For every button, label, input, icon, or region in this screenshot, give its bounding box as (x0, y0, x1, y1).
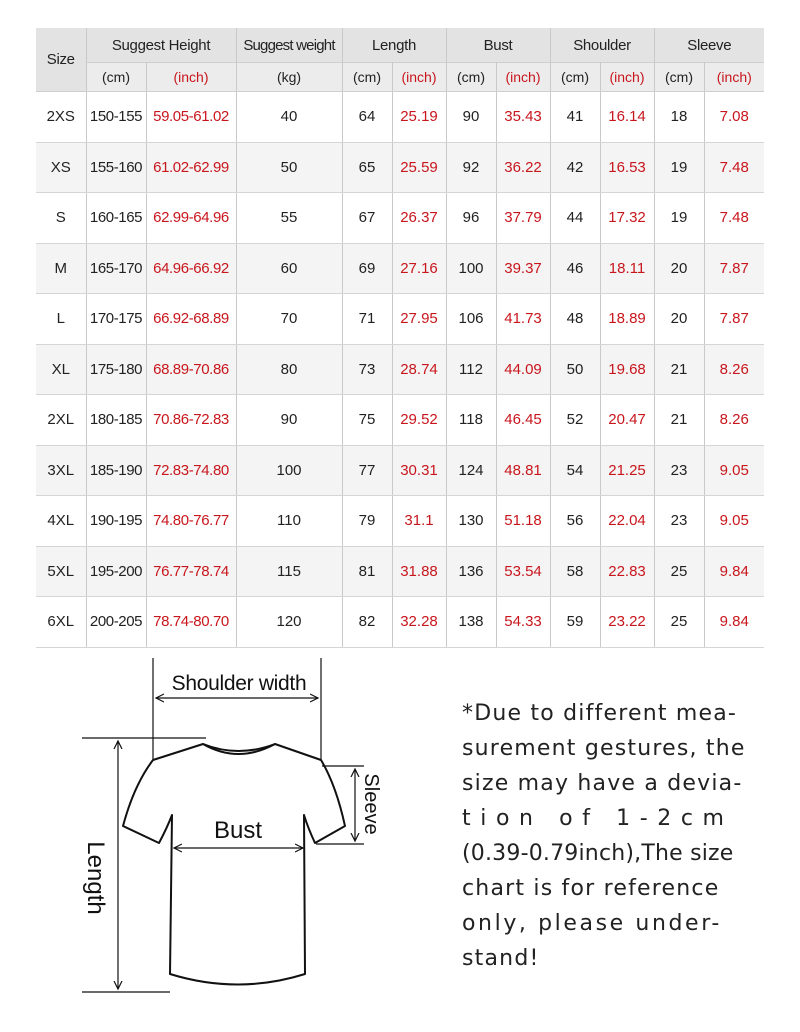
height-cm-cell: 190-195 (86, 496, 146, 547)
shoulder-inch-cell: 17.32 (600, 193, 654, 244)
size-cell: S (36, 193, 86, 244)
height-inch-cell: 70.86-72.83 (146, 395, 236, 446)
sleeve-label: Sleeve (360, 773, 382, 835)
length-inch-cell: 32.28 (392, 597, 446, 648)
unit-inch: (inch) (146, 63, 236, 92)
note-line: only, please under- (462, 911, 722, 936)
bust-inch-cell: 35.43 (496, 92, 550, 143)
sleeve-cm-cell: 25 (654, 546, 704, 597)
shoulder-cm-cell: 58 (550, 546, 600, 597)
unit-inch: (inch) (496, 63, 550, 92)
length-cm-cell: 65 (342, 142, 392, 193)
size-cell: 2XL (36, 395, 86, 446)
bust-cm-cell: 92 (446, 142, 496, 193)
shoulder-cm-cell: 54 (550, 445, 600, 496)
height-inch-cell: 61.02-62.99 (146, 142, 236, 193)
height-cm-cell: 150-155 (86, 92, 146, 143)
sleeve-inch-cell: 9.05 (704, 445, 764, 496)
shoulder-cm-cell: 41 (550, 92, 600, 143)
length-inch-cell: 31.88 (392, 546, 446, 597)
tshirt-outline-icon (123, 744, 345, 985)
height-cm-cell: 200-205 (86, 597, 146, 648)
shoulder-inch-cell: 21.25 (600, 445, 654, 496)
shoulder-inch-cell: 22.04 (600, 496, 654, 547)
bust-cm-cell: 130 (446, 496, 496, 547)
size-cell: 3XL (36, 445, 86, 496)
bust-cm-cell: 96 (446, 193, 496, 244)
weight-cell: 100 (236, 445, 342, 496)
shoulder-inch-cell: 18.11 (600, 243, 654, 294)
length-inch-cell: 27.95 (392, 294, 446, 345)
unit-inch: (inch) (704, 63, 764, 92)
length-cm-cell: 73 (342, 344, 392, 395)
shoulder-inch-cell: 20.47 (600, 395, 654, 446)
sleeve-inch-cell: 7.87 (704, 294, 764, 345)
unit-kg: (kg) (236, 63, 342, 92)
note-line: stand! (462, 946, 540, 971)
shoulder-column-header: Shoulder (550, 28, 654, 63)
bust-cm-cell: 106 (446, 294, 496, 345)
length-cm-cell: 77 (342, 445, 392, 496)
sleeve-inch-cell: 8.26 (704, 344, 764, 395)
length-cm-cell: 81 (342, 546, 392, 597)
sleeve-cm-cell: 21 (654, 395, 704, 446)
height-cm-cell: 185-190 (86, 445, 146, 496)
sleeve-inch-cell: 7.48 (704, 142, 764, 193)
bust-inch-cell: 54.33 (496, 597, 550, 648)
unit-inch: (inch) (600, 63, 654, 92)
height-cm-cell: 195-200 (86, 546, 146, 597)
size-cell: L (36, 294, 86, 345)
length-cm-cell: 82 (342, 597, 392, 648)
table-row (36, 445, 764, 496)
sleeve-inch-cell: 7.08 (704, 92, 764, 143)
shoulder-cm-cell: 48 (550, 294, 600, 345)
note-line: size may have a devia- (462, 771, 743, 796)
size-chart-table (36, 28, 764, 648)
weight-cell: 50 (236, 142, 342, 193)
sleeve-inch-cell: 7.48 (704, 193, 764, 244)
length-column-header: Length (342, 28, 446, 63)
height-cm-cell: 175-180 (86, 344, 146, 395)
weight-cell: 120 (236, 597, 342, 648)
table-row (36, 243, 764, 294)
weight-cell: 90 (236, 395, 342, 446)
bust-inch-cell: 41.73 (496, 294, 550, 345)
size-column-header: Size (36, 28, 86, 92)
unit-row (36, 63, 764, 92)
sleeve-inch-cell: 9.05 (704, 496, 764, 547)
length-inch-cell: 27.16 (392, 243, 446, 294)
height-inch-cell: 62.99-64.96 (146, 193, 236, 244)
shoulder-cm-cell: 59 (550, 597, 600, 648)
size-cell: 5XL (36, 546, 86, 597)
height-inch-cell: 72.83-74.80 (146, 445, 236, 496)
weight-cell: 110 (236, 496, 342, 547)
height-column-header: Suggest Height (86, 28, 236, 63)
table-row (36, 344, 764, 395)
table-row (36, 496, 764, 547)
length-label: Length (82, 841, 109, 915)
height-inch-cell: 76.77-78.74 (146, 546, 236, 597)
table-row (36, 142, 764, 193)
sleeve-cm-cell: 19 (654, 142, 704, 193)
unit-inch: (inch) (392, 63, 446, 92)
unit-cm: (cm) (342, 63, 392, 92)
shoulder-cm-cell: 52 (550, 395, 600, 446)
table-row (36, 193, 764, 244)
bust-column-header: Bust (446, 28, 550, 63)
shoulder-inch-cell: 16.14 (600, 92, 654, 143)
bust-cm-cell: 138 (446, 597, 496, 648)
bust-inch-cell: 48.81 (496, 445, 550, 496)
bust-inch-cell: 37.79 (496, 193, 550, 244)
sleeve-inch-cell: 9.84 (704, 597, 764, 648)
header-row (36, 28, 764, 63)
sleeve-inch-cell: 9.84 (704, 546, 764, 597)
sleeve-cm-cell: 23 (654, 496, 704, 547)
length-inch-cell: 29.52 (392, 395, 446, 446)
height-cm-cell: 160-165 (86, 193, 146, 244)
sleeve-cm-cell: 23 (654, 445, 704, 496)
sleeve-cm-cell: 18 (654, 92, 704, 143)
unit-cm: (cm) (654, 63, 704, 92)
shoulder-cm-cell: 50 (550, 344, 600, 395)
bust-cm-cell: 112 (446, 344, 496, 395)
size-cell: XL (36, 344, 86, 395)
length-cm-cell: 64 (342, 92, 392, 143)
height-inch-cell: 59.05-61.02 (146, 92, 236, 143)
height-cm-cell: 180-185 (86, 395, 146, 446)
height-inch-cell: 74.80-76.77 (146, 496, 236, 547)
shoulder-cm-cell: 56 (550, 496, 600, 547)
bust-cm-cell: 118 (446, 395, 496, 446)
shoulder-inch-cell: 23.22 (600, 597, 654, 648)
sleeve-cm-cell: 20 (654, 243, 704, 294)
sleeve-cm-cell: 20 (654, 294, 704, 345)
size-cell: 4XL (36, 496, 86, 547)
height-inch-cell: 64.96-66.92 (146, 243, 236, 294)
height-inch-cell: 78.74-80.70 (146, 597, 236, 648)
note-line: tion of 1-2cm (462, 806, 734, 831)
bust-cm-cell: 100 (446, 243, 496, 294)
size-cell: 6XL (36, 597, 86, 648)
sleeve-inch-cell: 7.87 (704, 243, 764, 294)
bust-cm-cell: 136 (446, 546, 496, 597)
note-line: chart is for reference (462, 876, 720, 901)
unit-cm: (cm) (550, 63, 600, 92)
size-cell: M (36, 243, 86, 294)
length-cm-cell: 79 (342, 496, 392, 547)
size-cell: 2XS (36, 92, 86, 143)
height-inch-cell: 68.89-70.86 (146, 344, 236, 395)
sleeve-cm-cell: 19 (654, 193, 704, 244)
sleeve-column-header: Sleeve (654, 28, 764, 63)
weight-cell: 70 (236, 294, 342, 345)
length-inch-cell: 25.19 (392, 92, 446, 143)
note-line: *Due to different mea- (462, 701, 738, 726)
table-row (36, 395, 764, 446)
length-cm-cell: 69 (342, 243, 392, 294)
length-cm-cell: 71 (342, 294, 392, 345)
bust-label: Bust (213, 817, 263, 844)
bust-cm-cell: 90 (446, 92, 496, 143)
length-cm-cell: 75 (342, 395, 392, 446)
bust-inch-cell: 46.45 (496, 395, 550, 446)
note-line: surement gestures, the (462, 736, 746, 761)
length-cm-cell: 67 (342, 193, 392, 244)
length-inch-cell: 31.1 (392, 496, 446, 547)
shoulder-inch-cell: 22.83 (600, 546, 654, 597)
shoulder-width-label: Shoulder width (171, 672, 307, 695)
length-inch-cell: 25.59 (392, 142, 446, 193)
bust-inch-cell: 53.54 (496, 546, 550, 597)
weight-cell: 80 (236, 344, 342, 395)
table-row (36, 546, 764, 597)
note-line: (0.39-0.79inch),The size (462, 841, 734, 866)
weight-column-header: Suggest weight (236, 28, 342, 63)
weight-cell: 40 (236, 92, 342, 143)
unit-cm: (cm) (446, 63, 496, 92)
bust-inch-cell: 44.09 (496, 344, 550, 395)
size-cell: XS (36, 142, 86, 193)
table-row (36, 294, 764, 345)
weight-cell: 115 (236, 546, 342, 597)
bust-inch-cell: 36.22 (496, 142, 550, 193)
sleeve-cm-cell: 25 (654, 597, 704, 648)
height-inch-cell: 66.92-68.89 (146, 294, 236, 345)
sleeve-inch-cell: 8.26 (704, 395, 764, 446)
sleeve-cm-cell: 21 (654, 344, 704, 395)
bust-inch-cell: 51.18 (496, 496, 550, 547)
height-cm-cell: 165-170 (86, 243, 146, 294)
size-deviation-note (462, 696, 752, 976)
shoulder-inch-cell: 16.53 (600, 142, 654, 193)
length-inch-cell: 28.74 (392, 344, 446, 395)
shoulder-cm-cell: 44 (550, 193, 600, 244)
shoulder-cm-cell: 42 (550, 142, 600, 193)
weight-cell: 55 (236, 193, 342, 244)
length-inch-cell: 26.37 (392, 193, 446, 244)
length-inch-cell: 30.31 (392, 445, 446, 496)
table-row (36, 92, 764, 143)
tshirt-measurement-diagram (0, 640, 440, 1032)
height-cm-cell: 155-160 (86, 142, 146, 193)
shoulder-cm-cell: 46 (550, 243, 600, 294)
bust-cm-cell: 124 (446, 445, 496, 496)
shoulder-inch-cell: 18.89 (600, 294, 654, 345)
unit-cm: (cm) (86, 63, 146, 92)
shoulder-inch-cell: 19.68 (600, 344, 654, 395)
bust-inch-cell: 39.37 (496, 243, 550, 294)
weight-cell: 60 (236, 243, 342, 294)
height-cm-cell: 170-175 (86, 294, 146, 345)
